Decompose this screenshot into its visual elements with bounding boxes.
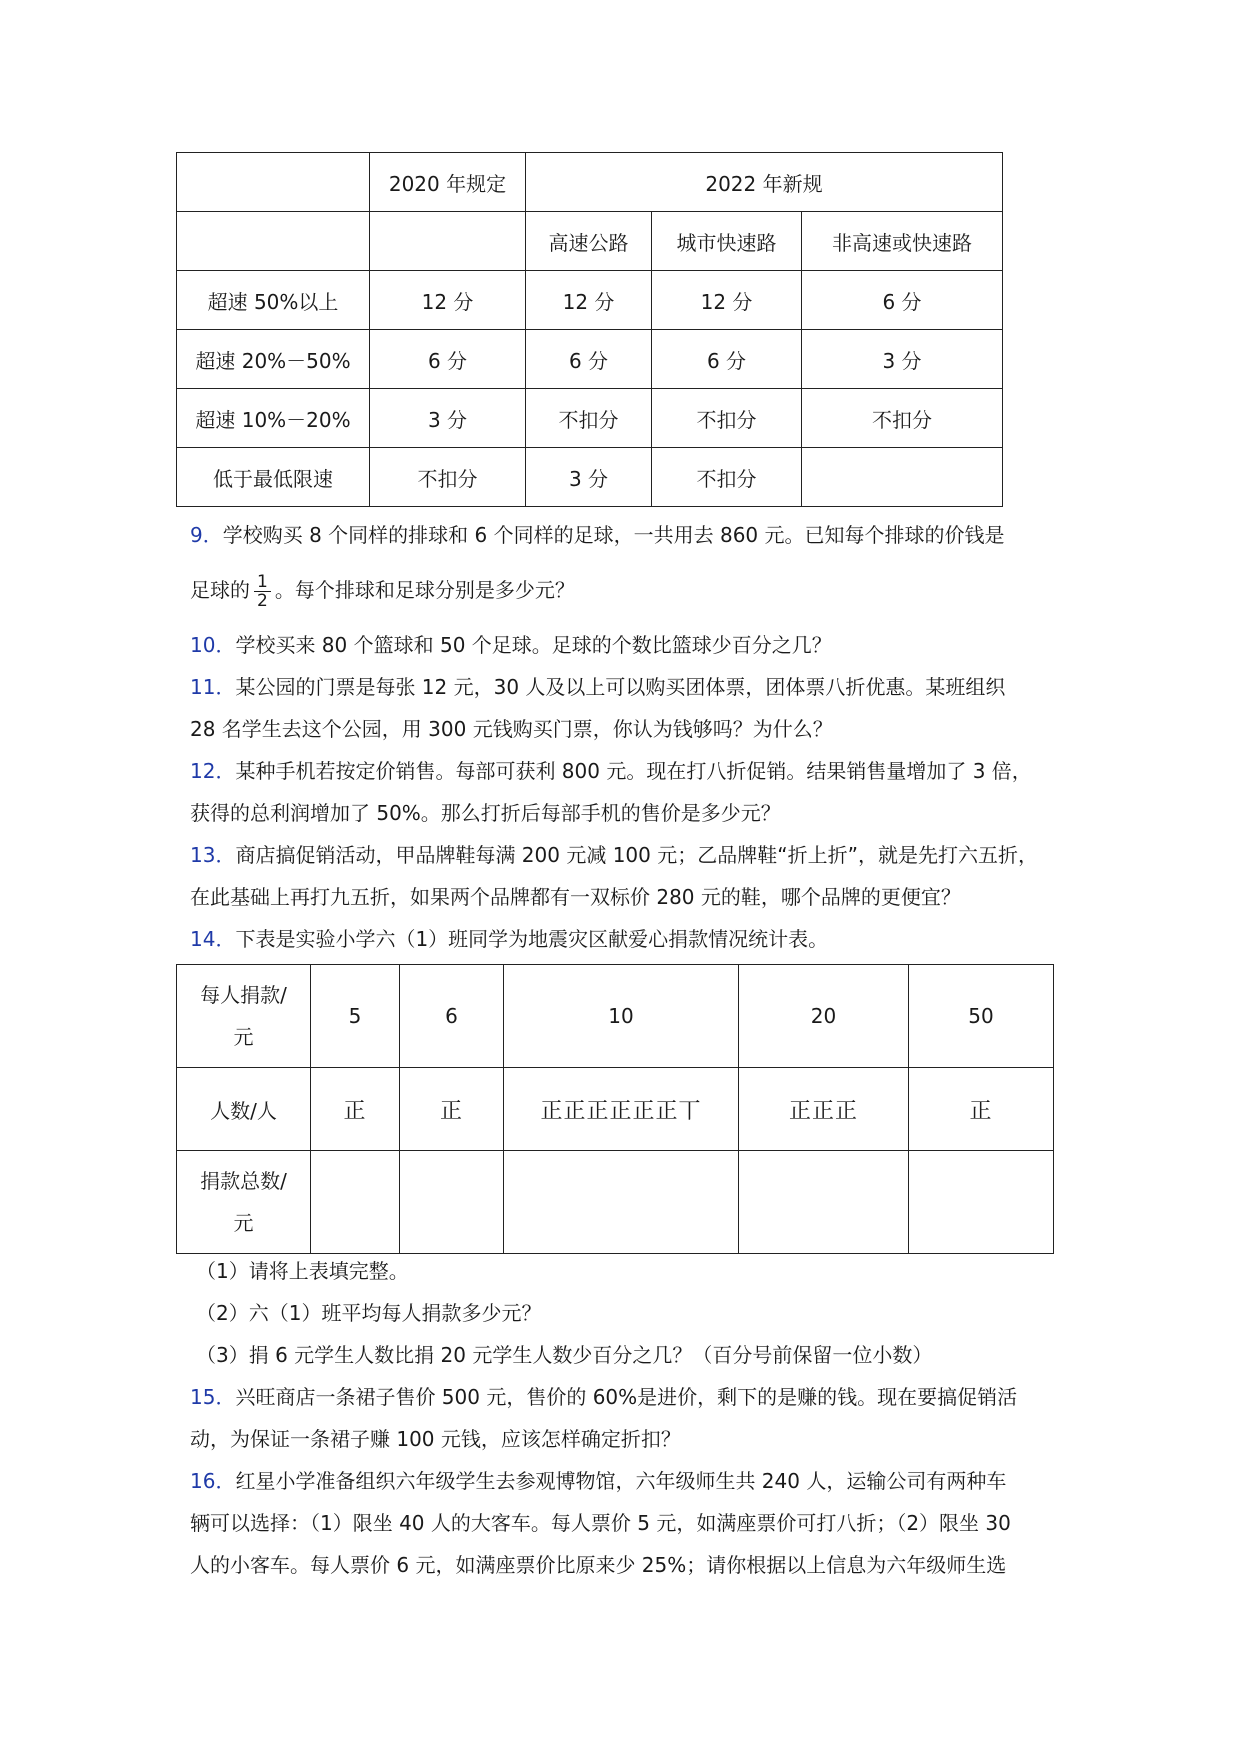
table-cell: 超速 20%－50% [177, 330, 370, 389]
q11-line1 [190, 672, 1070, 702]
table-cell: 6 分 [526, 330, 652, 389]
question-number: 14． [190, 927, 236, 951]
table-row [177, 389, 1003, 448]
table-cell: 5 [311, 965, 400, 1068]
t1-subheader-empty [370, 212, 526, 271]
question-number: 12． [190, 759, 236, 783]
q10-line1 [190, 630, 1070, 660]
q14-sub3: （3）捐 6 元学生人数比捐 20 元学生人数少百分之几？（百分号前保留一位小数） [196, 1343, 933, 1367]
t1-subheader-empty [177, 212, 370, 271]
label-line: 捐款总数/ [200, 1169, 287, 1193]
table-cell: 20 [739, 965, 909, 1068]
table-cell: 超速 50%以上 [177, 271, 370, 330]
table-cell [739, 1151, 909, 1254]
table-cell: 不扣分 [802, 389, 1003, 448]
table-cell [400, 1151, 504, 1254]
q15-line1 [190, 1382, 1070, 1412]
table-cell [311, 1151, 400, 1254]
question-text: 某公园的门票是每张 12 元，30 人及以上可以购买团体票，团体票八折优惠。某班组织 [235, 675, 1006, 699]
table-cell: 6 分 [370, 330, 526, 389]
table-row [177, 330, 1003, 389]
question-number: 16． [190, 1469, 236, 1493]
table-cell: 50 [909, 965, 1054, 1068]
question-number: 13． [190, 843, 236, 867]
question-text: 某种手机若按定价销售。每部可获利 800 元。现在打八折促销。结果销售量增加了 3 倍， [235, 759, 1032, 783]
table-cell: 3 分 [370, 389, 526, 448]
speeding-rules-table [176, 152, 1003, 507]
table-cell: 12 分 [370, 271, 526, 330]
table-cell: 3 分 [526, 448, 652, 507]
t1-subheader-city-expressway: 城市快速路 [652, 212, 802, 271]
table-cell: 10 [504, 965, 739, 1068]
question-text: 兴旺商店一条裙子售价 500 元，售价的 60%是进价，剩下的是赚的钱。现在要搞促销活 [235, 1385, 1018, 1409]
table-cell [504, 1151, 739, 1254]
tally-mark: 正 [311, 1068, 400, 1151]
q15-line2: 动，为保证一条裙子赚 100 元钱，应该怎样确定折扣？ [190, 1427, 681, 1451]
table-cell: 超速 10%－20% [177, 389, 370, 448]
question-number: 9． [190, 523, 223, 547]
q14-sub1: （1）请将上表填完整。 [196, 1259, 409, 1283]
question-text: 学校购买 8 个同样的排球和 6 个同样的足球，一共用去 860 元。已知每个排球的价钱是 [222, 523, 1005, 547]
table-cell: 3 分 [802, 330, 1003, 389]
q9-line2 [190, 570, 1070, 610]
question-text: 足球的 [190, 578, 250, 602]
question-number: 10． [190, 633, 236, 657]
label-line: 每人捐款/ [200, 983, 287, 1007]
table-cell [909, 1151, 1054, 1254]
question-text: 红星小学准备组织六年级学生去参观博物馆，六年级师生共 240 人，运输公司有两种车 [235, 1469, 1007, 1493]
q9-line1 [190, 520, 1070, 550]
donation-table [176, 964, 1054, 1254]
question-text: 学校买来 80 个篮球和 50 个足球。足球的个数比篮球少百分之几？ [235, 633, 832, 657]
table-cell: 12 分 [652, 271, 802, 330]
label-line: 元 [233, 1025, 254, 1049]
table-row [177, 965, 1054, 1068]
t1-corner-cell [177, 153, 370, 212]
label-line: 元 [233, 1211, 254, 1235]
q14-sub2: （2）六（1）班平均每人捐款多少元？ [196, 1301, 542, 1325]
table-cell: 不扣分 [652, 389, 802, 448]
table-cell: 6 [400, 965, 504, 1068]
table-row [177, 271, 1003, 330]
fraction-denominator: 2 [257, 591, 268, 611]
table-cell: 6 分 [802, 271, 1003, 330]
t1-subheader-other-roads: 非高速或快速路 [802, 212, 1003, 271]
table-cell: 不扣分 [526, 389, 652, 448]
table-cell: 不扣分 [370, 448, 526, 507]
table-row [177, 1151, 1054, 1254]
table-row [177, 1068, 1054, 1151]
t2-total-label [177, 1151, 311, 1254]
question-text: 商店搞促销活动，甲品牌鞋每满 200 元减 100 元；乙品牌鞋“折上折”，就是先打六五折， [235, 843, 1038, 867]
table-cell [802, 448, 1003, 507]
q16-line1 [190, 1466, 1070, 1496]
tally-mark: 正 [909, 1068, 1054, 1151]
question-number: 15． [190, 1385, 236, 1409]
fraction-one-half [254, 573, 271, 610]
q12-line2: 获得的总利润增加了 50%。那么打折后每部手机的售价是多少元？ [190, 801, 781, 825]
q16-line3: 人的小客车。每人票价 6 元，如满座票价比原来少 25%；请你根据以上信息为六年级师生选 [190, 1553, 1007, 1577]
q13-line1 [190, 840, 1070, 870]
question-text: 。每个排球和足球分别是多少元？ [274, 578, 575, 602]
q12-line1 [190, 756, 1070, 786]
t1-header-2022: 2022 年新规 [526, 153, 1003, 212]
tally-mark: 正正正 [739, 1068, 909, 1151]
table-cell: 不扣分 [652, 448, 802, 507]
t1-subheader-highway: 高速公路 [526, 212, 652, 271]
tally-mark: 正 [400, 1068, 504, 1151]
tally-mark: 正正正正正正丅 [504, 1068, 739, 1151]
fraction-numerator: 1 [254, 573, 271, 592]
table-cell: 6 分 [652, 330, 802, 389]
question-text: 下表是实验小学六（1）班同学为地震灾区献爱心捐款情况统计表。 [235, 927, 829, 951]
table-cell: 12 分 [526, 271, 652, 330]
q16-line2: 辆可以选择：（1）限坐 40 人的大客车。每人票价 5 元，如满座票价可打八折；（2）限坐 30 [190, 1511, 1011, 1535]
t2-count-label: 人数/人 [177, 1068, 311, 1151]
q13-line2: 在此基础上再打九五折，如果两个品牌都有一双标价 280 元的鞋，哪个品牌的更便宜？ [190, 885, 961, 909]
table-cell: 低于最低限速 [177, 448, 370, 507]
question-number: 11． [190, 675, 236, 699]
t2-amount-label [177, 965, 311, 1068]
t1-header-2020: 2020 年规定 [370, 153, 526, 212]
q14-intro [190, 924, 1070, 954]
q11-line2: 28 名学生去这个公园，用 300 元钱购买门票，你认为钱够吗？为什么？ [190, 717, 833, 741]
table-row [177, 448, 1003, 507]
